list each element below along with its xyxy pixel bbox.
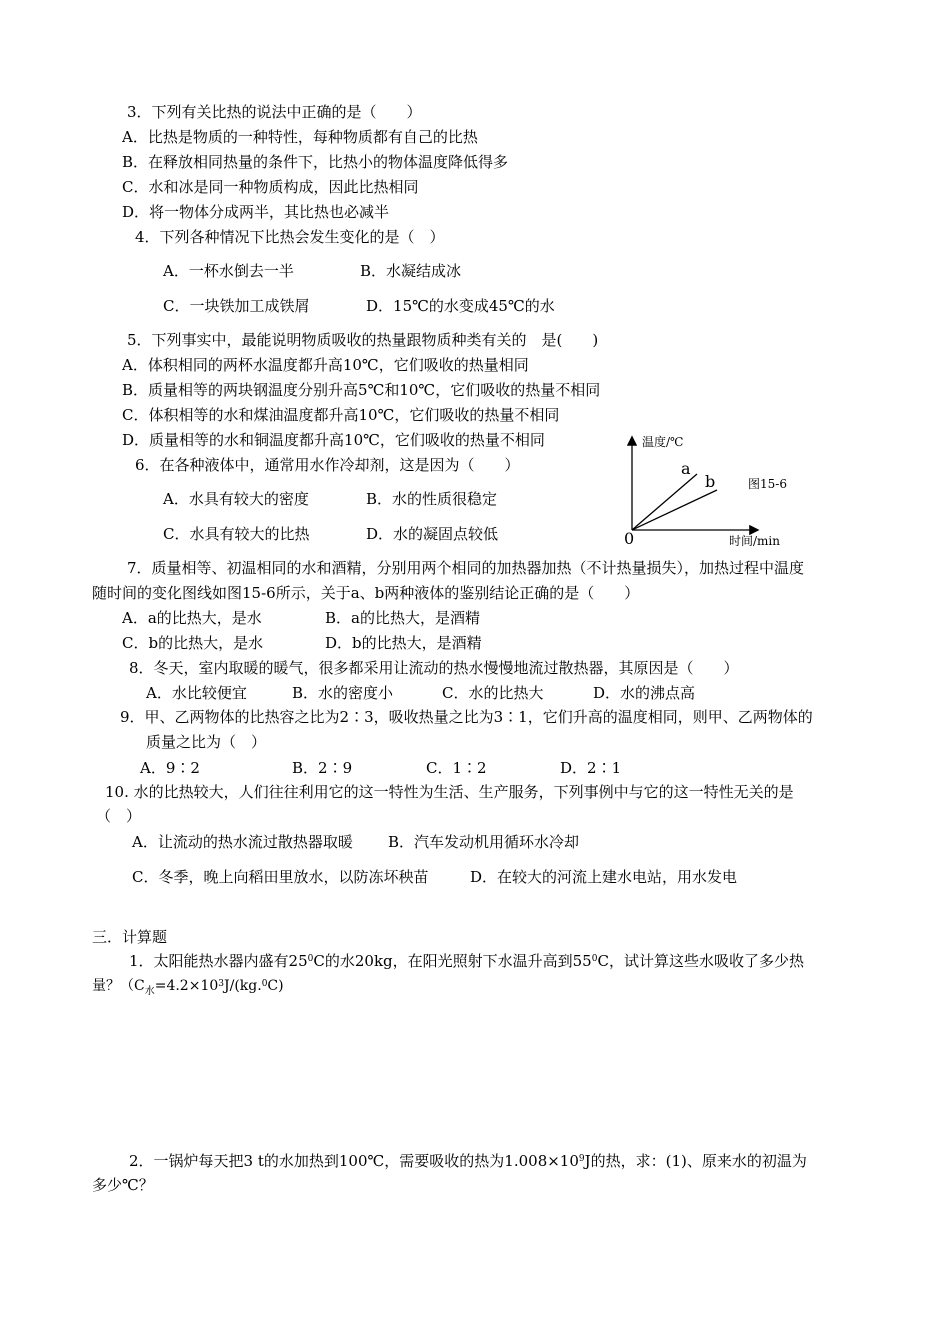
section-title-calculation: 三．计算题: [92, 928, 168, 946]
q10-option-b: B．汽车发动机用循环水冷却: [388, 833, 580, 851]
q8-option-a: A．水比较便宜: [146, 684, 247, 702]
q7-option-c: C．b的比热大，是水: [122, 634, 264, 652]
line-a: [632, 474, 697, 530]
q7-stem-line1: 7．质量相等、初温相同的水和酒精，分别用两个相同的加热器加热（不计热量损失），加热过程中温度: [127, 559, 805, 577]
figure-caption: 图15-6: [748, 477, 787, 491]
q7-stem-line2: 随时间的变化图线如图15-6所示，关于a、b两种液体的鉴别结论正确的是（ ）: [92, 584, 640, 602]
line-b: [632, 490, 717, 530]
q6-option-a: A．水具有较大的密度: [163, 490, 309, 508]
q10-option-a: A．让流动的热水流过散热器取暖: [132, 833, 353, 851]
q4-option-c: C．一块铁加工成铁屑: [163, 297, 310, 315]
calc2-line2: 多少℃？: [92, 1176, 154, 1194]
q10-stem-line1: 10. 水的比热较大，人们往往利用它的这一特性为生活、生产服务，下列事例中与它的这一特性无关的是: [105, 783, 794, 801]
calc1-exponent: 3: [218, 979, 224, 989]
line-b-label: b: [705, 472, 716, 491]
q4-option-a: A．一杯水倒去一半: [163, 262, 294, 280]
calc1-text-3: C，试计算这些水吸收了多少热: [597, 952, 804, 970]
q10-option-c: C．冬季，晚上向稻田里放水，以防冻坏秧苗: [132, 868, 429, 886]
q3-option-b: B．在释放相同热量的条件下，比热小的物体温度降低得多: [122, 153, 509, 171]
calc1-text-2: C的水20kg，在阳光照射下水温升高到55: [313, 952, 592, 970]
calc1-text-4: 量？（C: [92, 978, 145, 994]
q8-option-d: D．水的沸点高: [593, 684, 696, 702]
q4-option-d: D．15℃的水变成45℃的水: [366, 297, 555, 315]
q5-stem: 5．下列事实中，最能说明物质吸收的热量跟物质种类有关的 是( ): [127, 331, 599, 349]
line-a-label: a: [681, 459, 691, 478]
q9-option-a: A．9∶2: [140, 759, 200, 777]
q5-option-c: C．体积相等的水和煤油温度都升高10℃，它们吸收的热量不相同: [122, 406, 560, 424]
q5-option-d: D．质量相等的水和铜温度都升高10℃，它们吸收的热量不相同: [122, 431, 545, 449]
q9-option-d: D．2∶1: [560, 759, 622, 777]
q3-stem: 3．下列有关比热的说法中正确的是（ ）: [127, 103, 422, 121]
q7-option-b: B．a的比热大，是酒精: [325, 609, 480, 627]
calc1-degree-1: 0: [307, 954, 314, 964]
x-axis-label: 时间/min: [729, 534, 780, 548]
q3-option-d: D．将一物体分成两半，其比热也必减半: [122, 203, 390, 221]
calc1-degree-2: 0: [591, 954, 598, 964]
calc2-text-3: J的热，求：(1)、原来水的初温为: [584, 1152, 807, 1170]
q3-option-a: A．比热是物质的一种特性，每种物质都有自己的比热: [122, 128, 478, 146]
calc1-line2: [92, 976, 284, 1002]
q7-option-d: D．b的比热大，是酒精: [325, 634, 482, 652]
q10-stem-line2: （ ）: [96, 807, 142, 825]
q9-option-c: C．1∶2: [426, 759, 487, 777]
q8-stem: 8．冬天，室内取暖的暖气，很多都采用让流动的热水慢慢地流过散热器，其原因是（ ）: [129, 659, 739, 677]
q5-option-a: A．体积相同的两杯水温度都升高10℃，它们吸收的热量相同: [122, 356, 529, 374]
q4-option-b: B．水凝结成冰: [360, 262, 462, 280]
y-axis-label: 温度/℃: [642, 435, 684, 449]
calc1-text-8: J/(kg.: [224, 978, 262, 994]
calc1-subscript-water: 水: [144, 985, 155, 997]
origin-label: 0: [624, 529, 635, 548]
q7-option-a: A．a的比热大，是水: [122, 609, 262, 627]
q4-stem: 4．下列各种情况下比热会发生变化的是（ ）: [135, 228, 445, 246]
temperature-time-graph: [615, 430, 815, 550]
q9-stem-line2: 质量之比为（ ）: [146, 733, 267, 751]
calc2-line1: [129, 1151, 807, 1171]
calc2-text-1: 2．一锅炉每天把3 t的水加热到100℃，需要吸收的热为1.008×10: [129, 1152, 579, 1170]
calc1-text-6: =4.2×10: [154, 978, 219, 994]
q6-option-b: B．水的性质很稳定: [366, 490, 498, 508]
q6-option-d: D．水的凝固点较低: [366, 525, 499, 543]
calc1-text-1: 1．太阳能热水器内盛有25: [129, 952, 308, 970]
calc1-degree-3: 0: [261, 979, 268, 989]
q3-option-c: C．水和冰是同一种物质构成，因此比热相同: [122, 178, 419, 196]
calc1-line1: [129, 951, 804, 971]
q9-option-b: B．2∶9: [292, 759, 353, 777]
calc1-text-9: C): [267, 978, 284, 994]
q10-option-d: D．在较大的河流上建水电站，用水发电: [470, 868, 738, 886]
q6-stem: 6．在各种液体中，通常用水作冷却剂，这是因为（ ）: [135, 456, 520, 474]
q5-option-b: B．质量相等的两块钢温度分别升高5℃和10℃，它们吸收的热量不相同: [122, 381, 601, 399]
q8-option-c: C．水的比热大: [442, 684, 544, 702]
calc2-exponent: 9: [578, 1154, 585, 1164]
q8-option-b: B．水的密度小: [292, 684, 394, 702]
q9-stem-line1: 9．甲、乙两物体的比热容之比为2∶3，吸收热量之比为3∶1，它们升高的温度相同，则甲、乙两物体的: [120, 708, 813, 726]
q6-option-c: C．水具有较大的比热: [163, 525, 310, 543]
